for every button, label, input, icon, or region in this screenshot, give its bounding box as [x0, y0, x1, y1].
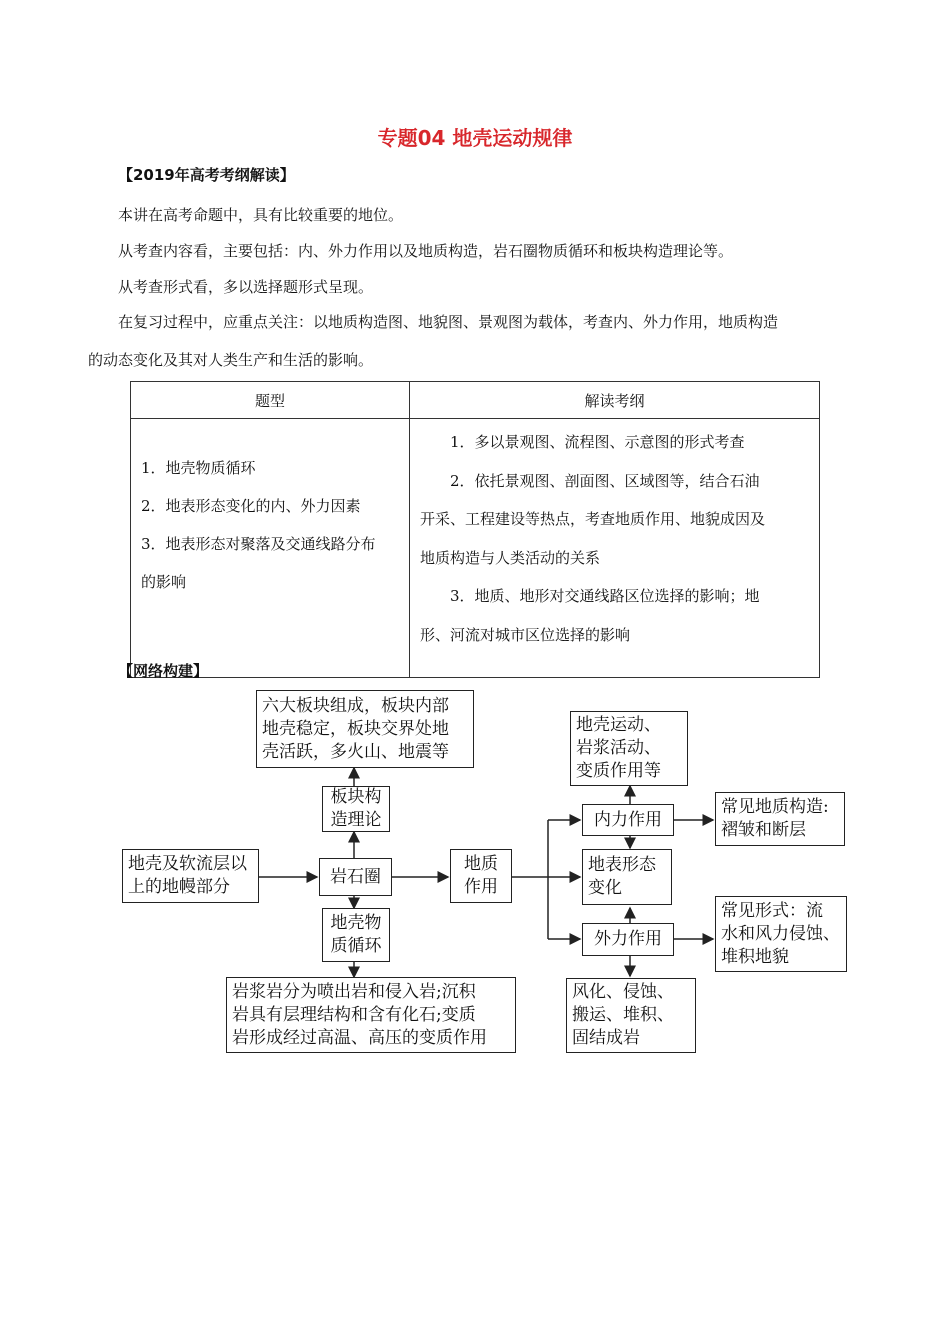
box-line: 变化	[588, 878, 622, 898]
box-line: 造理论	[330, 810, 382, 830]
plate-theory-box	[322, 786, 390, 832]
concept-diagram	[118, 686, 858, 1056]
page-title: 专题04 地壳运动规律	[377, 126, 573, 150]
box-line: 地壳物	[330, 913, 382, 933]
box-line: 风化、侵蚀、	[572, 982, 674, 1002]
internal-causes-box	[570, 711, 688, 786]
table-cell-outline	[410, 419, 820, 678]
box-line: 地质	[464, 854, 498, 874]
material-cycle-box	[322, 908, 390, 962]
network-heading: 【网络构建】	[118, 662, 209, 680]
box-line: 常见地质构造:	[721, 797, 829, 817]
paragraph-4: 在复习过程中，应重点关注：以地质构造图、地貌图、景观图为载体，考查内、外力作用，地质构造	[118, 313, 779, 331]
exam-outline-heading: 【2019年高考考纲解读】	[118, 166, 295, 184]
crust-mantle-box	[122, 849, 259, 903]
list-item: 开采、工程建设等热点，考查地质作用、地貌成因及	[420, 510, 766, 528]
plates-description-box	[256, 690, 474, 768]
table-header-type: 题型	[131, 382, 410, 419]
outline-table	[130, 381, 820, 678]
box-line: 水和风力侵蚀、	[721, 923, 840, 944]
box-line: 六大板块组成，板块内部	[262, 695, 449, 716]
list-item: 3．地质、地形对交通线路区位选择的影响；地	[450, 587, 760, 605]
rock-description-box	[226, 977, 516, 1053]
box-line: 地表形态	[588, 855, 656, 875]
list-item: 3．地表形态对聚落及交通线路分布	[141, 535, 376, 553]
box-line: 地壳稳定，板块交界处地	[262, 718, 449, 739]
list-item: 形、河流对城市区位选择的影响	[420, 625, 631, 644]
box-line: 岩形成经过高温、高压的变质作用	[232, 1027, 487, 1048]
landform-change-box	[582, 849, 672, 905]
box-line: 壳活跃，多火山、地震等	[262, 741, 449, 762]
box-line: 固结成岩	[572, 1028, 640, 1048]
paragraph-4-cont: 的动态变化及其对人类生产和生活的影响。	[88, 351, 374, 369]
box-line: 岩浆活动、	[576, 738, 661, 758]
list-item: 的影响	[141, 573, 187, 591]
table-header-outline: 解读考纲	[410, 382, 820, 419]
box-line: 褶皱和断层	[721, 820, 806, 840]
box-line: 地壳运动、	[576, 715, 661, 735]
lithosphere-box: 岩石圈	[319, 858, 392, 896]
internal-force-box: 内力作用	[582, 804, 674, 836]
external-forms-box	[715, 896, 847, 972]
list-item: 2．地表形态变化的内、外力因素	[141, 497, 361, 515]
list-item: 地质构造与人类活动的关系	[420, 548, 601, 567]
box-line: 板块构	[330, 787, 382, 807]
box-line: 常见形式：流	[721, 900, 823, 921]
box-line: 上的地幔部分	[128, 877, 230, 897]
box-line: 地壳及软流层以	[128, 854, 247, 874]
external-processes-box	[566, 978, 696, 1053]
box-line: 堆积地貌	[721, 946, 789, 967]
geological-action-box	[450, 849, 512, 903]
table-cell-types	[131, 419, 410, 678]
box-line: 变质作用等	[576, 761, 661, 781]
box-line: 岩浆岩分为喷出岩和侵入岩;沉积	[232, 981, 476, 1002]
paragraph-2: 从考查内容看，主要包括：内、外力作用以及地质构造，岩石圈物质循环和板块构造理论等。	[118, 242, 734, 260]
list-item: 1．地壳物质循环	[141, 459, 256, 477]
paragraph-3: 从考查形式看，多以选择题形式呈现。	[118, 278, 374, 296]
box-line: 作用	[464, 877, 498, 897]
list-item: 2．依托景观图、剖面图、区域图等，结合石油	[450, 471, 760, 490]
external-force-box: 外力作用	[582, 923, 674, 956]
paragraph-1: 本讲在高考命题中，具有比较重要的地位。	[118, 206, 404, 224]
box-line: 搬运、堆积、	[572, 1005, 674, 1025]
list-item: 1．多以景观图、流程图、示意图的形式考查	[450, 433, 745, 451]
geological-structures-box	[715, 792, 845, 846]
box-line: 质循环	[330, 936, 382, 956]
box-line: 岩具有层理结构和含有化石;变质	[232, 1004, 476, 1025]
